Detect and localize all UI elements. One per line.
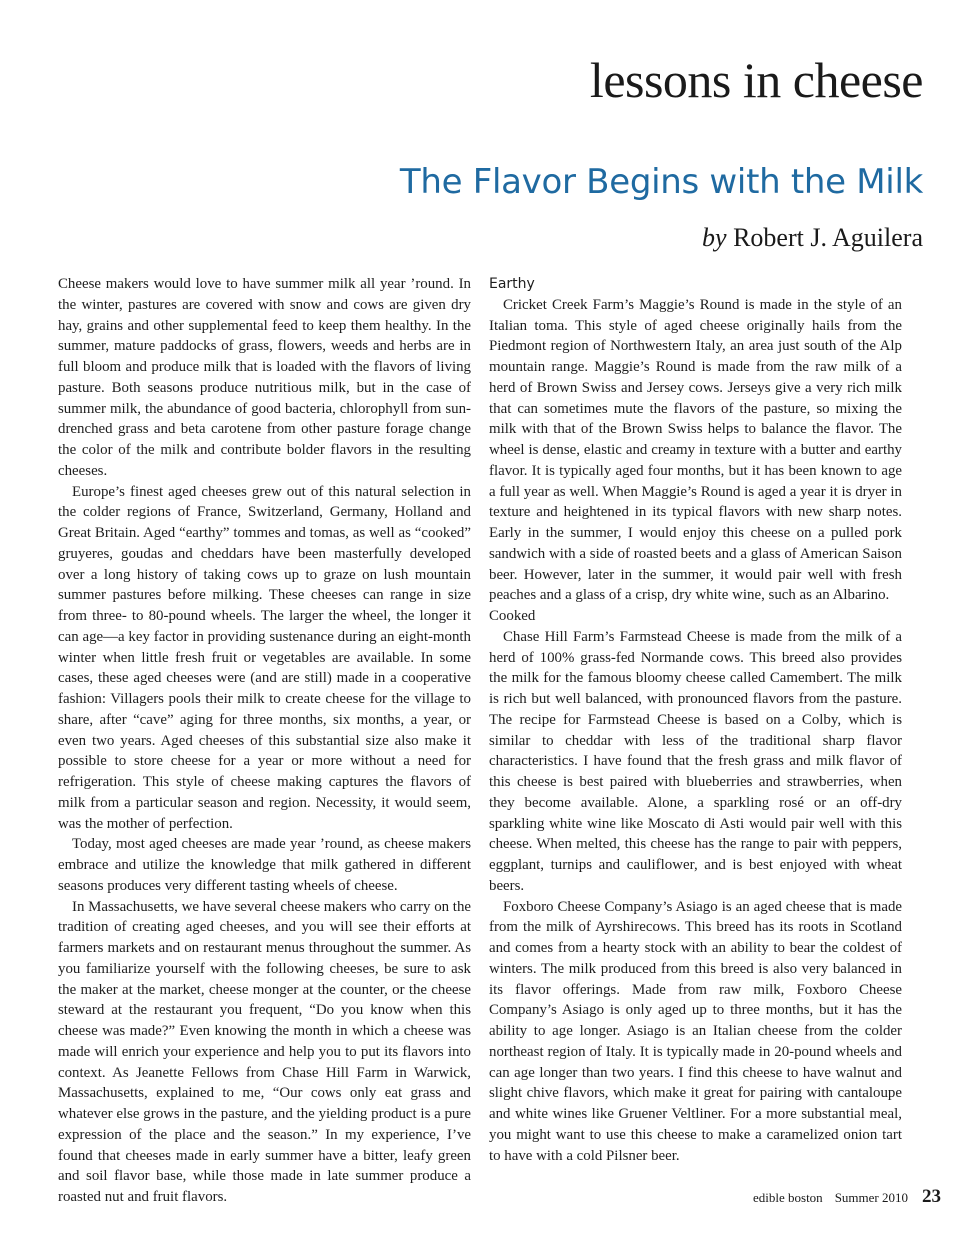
- body-paragraph: Cricket Creek Farm’s Maggie’s Round is made in the style of an Italian toma. This style of aged cheese originally hails from the Piedmont region of Northwestern Italy, an area just south of the Alp mountain range. Maggie’s Round is made from the raw milk of a herd of Brown Swiss and Jersey cows. Jerseys give a very rich milk that can sometimes mute the flavors of the pasture, so mixing the milk with that of the Brown Swiss helps to balance the flavor. The wheel is dense, elastic and creamy in texture with a butter and earthy flavor. It is typically aged four months, but it has been known to age a full year as well. When Maggie’s Round is aged a year it is dryer in texture and heightened in its typical flavors with new sharp notes. Early in the summer, I would enjoy this cheese on a pulled pork sandwich with a side of roasted beets and a glass of American Saison beer. However, later in the summer, it would pair well with fresh peaches and a glass of a crisp, dry white wine, such as an Albarino.: [489, 296, 902, 604]
- author-name: Robert J. Aguilera: [733, 223, 923, 252]
- byline-prefix: by: [702, 223, 727, 252]
- section-title: lessons in cheese: [589, 52, 923, 108]
- subhead-earthy: Earthy: [489, 276, 535, 292]
- subhead-cooked: Cooked: [489, 608, 536, 624]
- page-footer: [753, 1186, 941, 1208]
- body-paragraph: Chase Hill Farm’s Farmstead Cheese is made from the milk of a herd of 100% grass-fed Normande cows. This breed also provides the milk for the famous bloomy cheese called Camembert. The milk is rich but well balanced, with pronounced flavors from the pasture. The recipe for Farmstead Cheese is based on a Colby, which is similar to cheddar with less of the traditional sharp flavor characteristics. I have found that the fresh grass and milk flavor of this cheese is best paired with blueberries and strawberries, when they become available. Alone, a sparkling rosé or an off-dry sparkling white wine like Moscato di Asti would pair well with this cheese. When melted, this cheese has the range to pair with peppers, eggplant, turnips and cauliflower, and is best enjoyed with wheat beers.: [489, 628, 902, 894]
- right-column: [489, 274, 902, 1166]
- article-headline: The Flavor Begins with the Milk: [399, 162, 923, 202]
- page-number: 23: [922, 1186, 941, 1207]
- body-paragraph: Cheese makers would love to have summer milk all year ’round. In the winter, pastures are covered with snow and cows are given dry hay, grains and other supplemental feed to keep them healthy. In the summer, mature paddocks of grass, flowers, weeds and herbs are in full bloom and produce milk that is loaded with the flavors of living pasture. Both seasons produce nutritious milk, but in the case of summer milk, the abundance of good bacteria, chlorophyll from sun-drenched grass and beta carotene from other pasture forage change the color of the milk and contribute bolder flavors in the resulting cheeses.: [58, 276, 471, 479]
- body-paragraph: Today, most aged cheeses are made year ’round, as cheese makers embrace and utilize the knowledge that milk gathered in different seasons produces very different tasting wheels of cheese.: [58, 836, 471, 894]
- publication-name: edible boston: [753, 1190, 823, 1205]
- left-column: [58, 274, 471, 1208]
- byline: [702, 223, 923, 253]
- body-paragraph: In Massachusetts, we have several cheese makers who carry on the tradition of creating aged cheeses, and you will see their efforts at farmers markets and on restaurant menus throughout the summer. As you familiarize yourself with the following cheeses, be sure to ask the maker at the market, cheese monger at the counter, or the cheese steward at the restaurant you frequent, “Do you know when this cheese was made?” Even knowing the month in which a cheese was made will enrich your experience and help you to put its flavors into context. As Jeanette Fellows from Chase Hill Farm in Warwick, Massachusetts, explained to me, “Our cows only eat grass and whatever else grows in the pasture, and the yielding product is a pure expression of the place and the season.” In my experience, I’ve found that cheeses made in early summer have a bitter, leafy green and soil flavor base, while those made in late summer produce a roasted nut and fruit flavors.: [58, 898, 471, 1205]
- body-paragraph: Foxboro Cheese Company’s Asiago is an aged cheese that is made from the milk of Ayrshirecows. This breed has its roots in Scotland and comes from a hearty stock with an ability to bear the coldest of winters. The milk produced from this breed is also very balanced in its flavor offerings. Made from raw milk, Foxboro Cheese Company’s Asiago is only aged up to three months, but it has the ability to age longer. Asiago is an Italian cheese from the colder northeast region of Italy. It is typically made in 20-pound wheels and can age longer than two years. I find this cheese to have walnut and slight chive flavors, which make it great for pairing with cantaloupe and white wines like Gruener Veltliner. For a more substantial meal, you might want to use this cheese to make a caramelized onion tart to have with a cold Pilsner beer.: [489, 898, 902, 1164]
- issue-date: Summer 2010: [834, 1190, 908, 1205]
- body-paragraph: Europe’s finest aged cheeses grew out of this natural selection in the colder regions of France, Switzerland, Germany, Holland and Great Britain. Aged “earthy” tommes and tomas, as well as “cooked” gruyeres, goudas and cheddars have been masterfully developed over a long history of taking cows up to graze on lush mountain summer pastures before milking. These cheeses can range in size from three- to 80-pound wheels. The larger the wheel, the longer it can age—a key factor in providing sustenance during an eight-month winter when little fresh fruit or vegetables are available. In some cases, these aged cheeses were (and are still) made in a cooperative fashion: Villagers pools their milk to create cheese for the village to share, after “cave” aging for three months, six months, a year, or even two years. Aged cheeses of this substantial size also make it possible to store cheese for a year or more without a need for refrigeration. This style of cheese making captures the flavors of milk from a particular season and region. Necessity, it would seem, was the mother of perfection.: [58, 483, 471, 832]
